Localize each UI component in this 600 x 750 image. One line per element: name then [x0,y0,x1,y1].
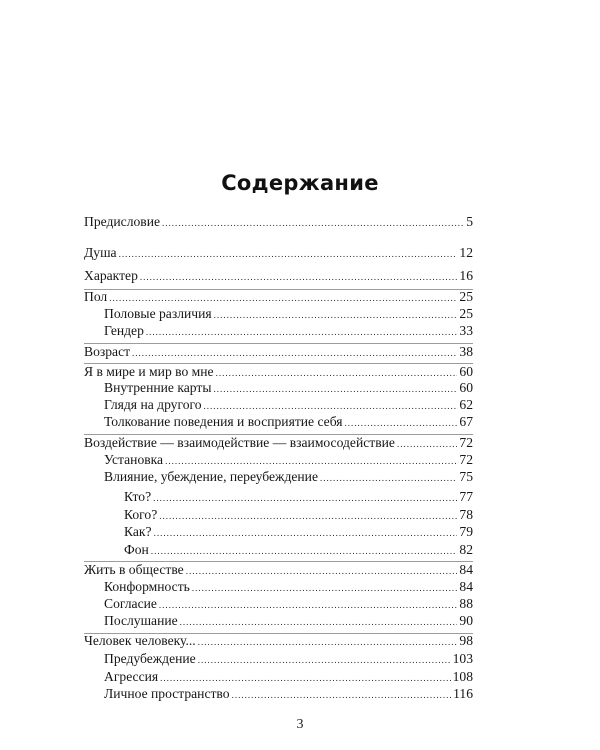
leader-dots [146,324,458,340]
toc-entry-attitude[interactable] [104,452,473,469]
toc-entry-page: 84 [459,579,473,594]
toc-entry-looking-at-other[interactable] [104,397,473,414]
toc-entry-page: 79 [459,524,473,539]
toc-entry-page: 82 [459,542,473,557]
leader-dots [213,381,457,397]
toc-entry-page: 90 [459,613,473,628]
toc-entry-label: Фон [124,542,149,557]
leader-dots [320,470,457,486]
toc-entry-inner-maps[interactable] [104,380,473,397]
leader-dots [151,543,458,559]
toc-entry-page: 12 [459,245,473,260]
contents-title: Содержание [221,171,379,195]
toc-entry-page: 103 [452,651,473,666]
toc-entry-who[interactable] [124,489,473,506]
toc-entry-aggression[interactable] [104,669,473,686]
toc-entry-background[interactable] [124,542,473,559]
toc-entry-page: 38 [459,344,473,359]
toc-entry-page: 62 [459,397,473,412]
toc-entry-label: Кто? [124,489,152,504]
leader-dots [162,215,464,231]
toc-entry-page: 77 [459,489,473,504]
toc-entry-label: Гендер [104,323,144,338]
toc-entry-age[interactable] [84,344,473,361]
toc-entry-label: Кого? [124,507,158,522]
toc-entry-page: 84 [459,562,473,577]
leader-dots [154,525,458,541]
toc-entry-conformity[interactable] [104,579,473,596]
toc-entry-page: 88 [459,596,473,611]
toc-entry-gender[interactable] [104,323,473,340]
toc-entry-label: Влияние, убеждение, переубеждение [104,469,318,484]
toc-entry-personal-space[interactable] [104,686,473,703]
toc-entry-persuasion[interactable] [104,469,473,486]
page-number: 3 [296,717,304,732]
leader-dots [214,307,458,323]
leader-dots [153,490,457,506]
toc-entry-how[interactable] [124,524,473,541]
toc-entry-label: Я в мире и мир во мне [84,364,214,379]
leader-dots [180,614,458,630]
toc-entry-label: Личное пространство [104,686,230,701]
toc-entry-whom[interactable] [124,507,473,524]
toc-entry-label: Половые различия [104,306,212,321]
leader-dots [198,634,458,650]
toc-entry-influence[interactable] [84,435,473,452]
toc-entry-label: Человек человеку... [84,633,196,648]
leader-dots [397,436,457,452]
toc-entry-page: 116 [453,686,473,701]
leader-dots [232,687,452,703]
toc-entry-page: 33 [459,323,473,338]
toc-entry-soul[interactable] [84,245,473,262]
toc-entry-page: 72 [459,435,473,450]
toc-entry-page: 25 [459,306,473,321]
leader-dots [186,563,458,579]
toc-entry-label: Предубеждение [104,651,196,666]
toc-entry-label: Агрессия [104,669,159,684]
leader-dots [132,345,457,361]
leader-dots [198,652,451,668]
toc-entry-preface[interactable] [84,214,473,231]
toc-entry-page: 78 [459,507,473,522]
toc-entry-page: 75 [459,469,473,484]
toc-entry-page: 67 [459,414,473,429]
toc-entry-sex[interactable] [84,289,473,306]
toc-entry-label: Пол [84,289,108,304]
toc-entry-obedience[interactable] [104,613,473,630]
toc-entry-prejudice[interactable] [104,651,473,668]
toc-entry-page: 98 [459,633,473,648]
toc-entry-label: Характер [84,268,138,283]
toc-entry-interpretation[interactable] [104,414,473,431]
toc-entry-label: Толкование поведения и восприятие себя [104,414,343,429]
toc-entry-sex-differences[interactable] [104,306,473,323]
toc-entry-page: 60 [459,380,473,395]
leader-dots [159,508,457,524]
toc-entry-page: 108 [452,669,473,684]
toc-entry-label: Послушание [104,613,178,628]
toc-entry-label: Жить в обществе [84,562,184,577]
leader-dots [165,453,457,469]
leader-dots [140,269,458,285]
toc-entry-label: Возраст [84,344,131,359]
leader-dots [192,580,458,596]
toc-entry-label: Душа [84,245,117,260]
leader-dots [119,246,458,262]
leader-dots [159,597,457,613]
toc-entry-label: Предисловие [84,214,161,229]
toc-entry-label: Согласие [104,596,157,611]
toc-entry-page: 5 [466,214,473,229]
toc-entry-living-in-society[interactable] [84,562,473,579]
toc-entry-man-to-man[interactable] [84,633,473,650]
leader-dots [216,365,458,381]
toc-entry-label: Глядя на другого [104,397,202,412]
toc-entry-label: Конформность [104,579,190,594]
toc-entry-page: 60 [459,364,473,379]
toc-entry-label: Внутренние карты [104,380,212,395]
toc-entry-page: 16 [459,268,473,283]
leader-dots [109,290,457,306]
toc-entry-label: Как? [124,524,152,539]
toc-entry-character[interactable] [84,268,473,285]
leader-dots [160,670,450,686]
toc-entry-page: 72 [459,452,473,467]
toc-entry-self-and-world[interactable] [84,364,473,381]
leader-dots [345,415,458,431]
toc-entry-label: Воздействие — взаимодействие — взаимосодействие [84,435,395,450]
toc-entry-label: Установка [104,452,164,467]
leader-dots [204,398,458,414]
toc-entry-agreement[interactable] [104,596,473,613]
toc-entry-page: 25 [459,289,473,304]
